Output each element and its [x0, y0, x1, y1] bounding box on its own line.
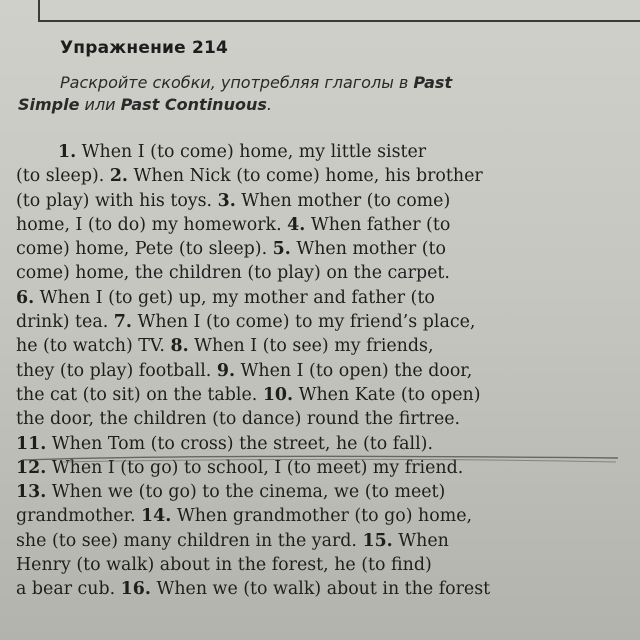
item-number: 11.	[16, 433, 47, 454]
item-number: 10.	[262, 384, 294, 405]
sentence-text: When I (to see) my friends,	[188, 336, 434, 357]
sentence-text: When we (to walk) about in the forest	[150, 579, 491, 600]
exercise-body	[16, 140, 636, 602]
sentence-text: come) home, the children (to play) on the carpet.	[16, 263, 450, 284]
text-line	[16, 140, 636, 164]
item-number: 1.	[58, 142, 77, 162]
sentence-text: When we (to go) to the cinema, we (to meet)	[46, 482, 446, 503]
item-number: 15.	[362, 530, 393, 551]
text-line	[16, 553, 636, 577]
text-line	[16, 577, 636, 601]
sentence-text: Henry (to walk) about in the forest, he (to find)	[16, 555, 432, 576]
text-line	[16, 189, 636, 213]
instruction-line: Раскройте скобки, употребляя глаголы в Past	[60, 73, 453, 92]
text-line	[16, 383, 636, 407]
item-number: 14.	[141, 506, 172, 527]
sentence-text: When father (to	[305, 214, 451, 235]
sentence-text: When mother (to	[290, 239, 446, 260]
sentence-text: come) home, Pete (to sleep).	[16, 239, 273, 260]
text-line	[16, 261, 636, 285]
item-number: 9.	[216, 360, 236, 381]
sentence-text: the door, the children (to dance) round the firtree.	[16, 409, 461, 430]
instruction-line: Simple или Past Continuous.	[18, 95, 272, 114]
sentence-text: the cat (to sit) on the table.	[16, 384, 263, 405]
sentence-text: (to sleep).	[16, 166, 110, 187]
text-line	[16, 504, 636, 528]
sentence-text: When Tom (to cross) the street, he (to fall).	[46, 433, 433, 454]
sentence-text: grandmother.	[16, 506, 142, 527]
text-line	[16, 237, 636, 261]
item-number: 6.	[16, 287, 35, 308]
sentence-text: she (to see) many children in the yard.	[16, 530, 363, 551]
text-line	[16, 310, 636, 334]
text-line	[16, 407, 636, 431]
sentence-text: they (to play) football.	[16, 360, 217, 381]
sentence-text: When I (to come) to my friend’s place,	[131, 312, 476, 333]
sentence-text: When I (to go) to school, I (to meet) my friend.	[46, 457, 464, 478]
text-line	[16, 529, 636, 553]
text-line	[16, 359, 636, 383]
text-line	[16, 286, 636, 310]
item-number: 12.	[16, 457, 47, 478]
item-number: 13.	[16, 482, 47, 503]
sentence-text: When	[392, 530, 449, 551]
sentence-text: When I (to open) the door,	[235, 360, 473, 381]
sentence-text: a bear cub.	[16, 579, 121, 600]
sentence-text: drink) tea.	[16, 312, 114, 333]
sentence-text: he (to watch) TV.	[16, 336, 171, 357]
sentence-text: When Kate (to open)	[293, 384, 481, 405]
pencil-underline	[20, 452, 620, 472]
previous-exercise-box	[38, 0, 640, 22]
item-number: 3.	[217, 190, 236, 211]
item-number: 16.	[120, 579, 151, 600]
text-line	[16, 213, 636, 237]
sentence-text: When I (to get) up, my mother and father (to	[34, 287, 435, 308]
exercise-heading: Упражнение 214	[60, 38, 229, 58]
item-number: 5.	[272, 239, 291, 260]
text-line	[16, 164, 636, 188]
item-number: 4.	[287, 214, 306, 235]
sentence-text: When Nick (to come) home, his brother	[127, 166, 483, 187]
item-number: 2.	[109, 166, 128, 187]
sentence-text: When grandmother (to go) home,	[171, 506, 473, 527]
item-number: 8.	[170, 336, 189, 357]
sentence-text: When I (to come) home, my little sister	[76, 142, 427, 162]
sentence-text: home, I (to do) my homework.	[16, 214, 288, 235]
text-line	[16, 480, 636, 504]
sentence-text: When mother (to come)	[235, 190, 451, 211]
exercise-instruction	[18, 72, 618, 116]
sentence-text: (to play) with his toys.	[16, 190, 218, 211]
item-number: 7.	[113, 312, 132, 333]
text-line	[16, 334, 636, 358]
